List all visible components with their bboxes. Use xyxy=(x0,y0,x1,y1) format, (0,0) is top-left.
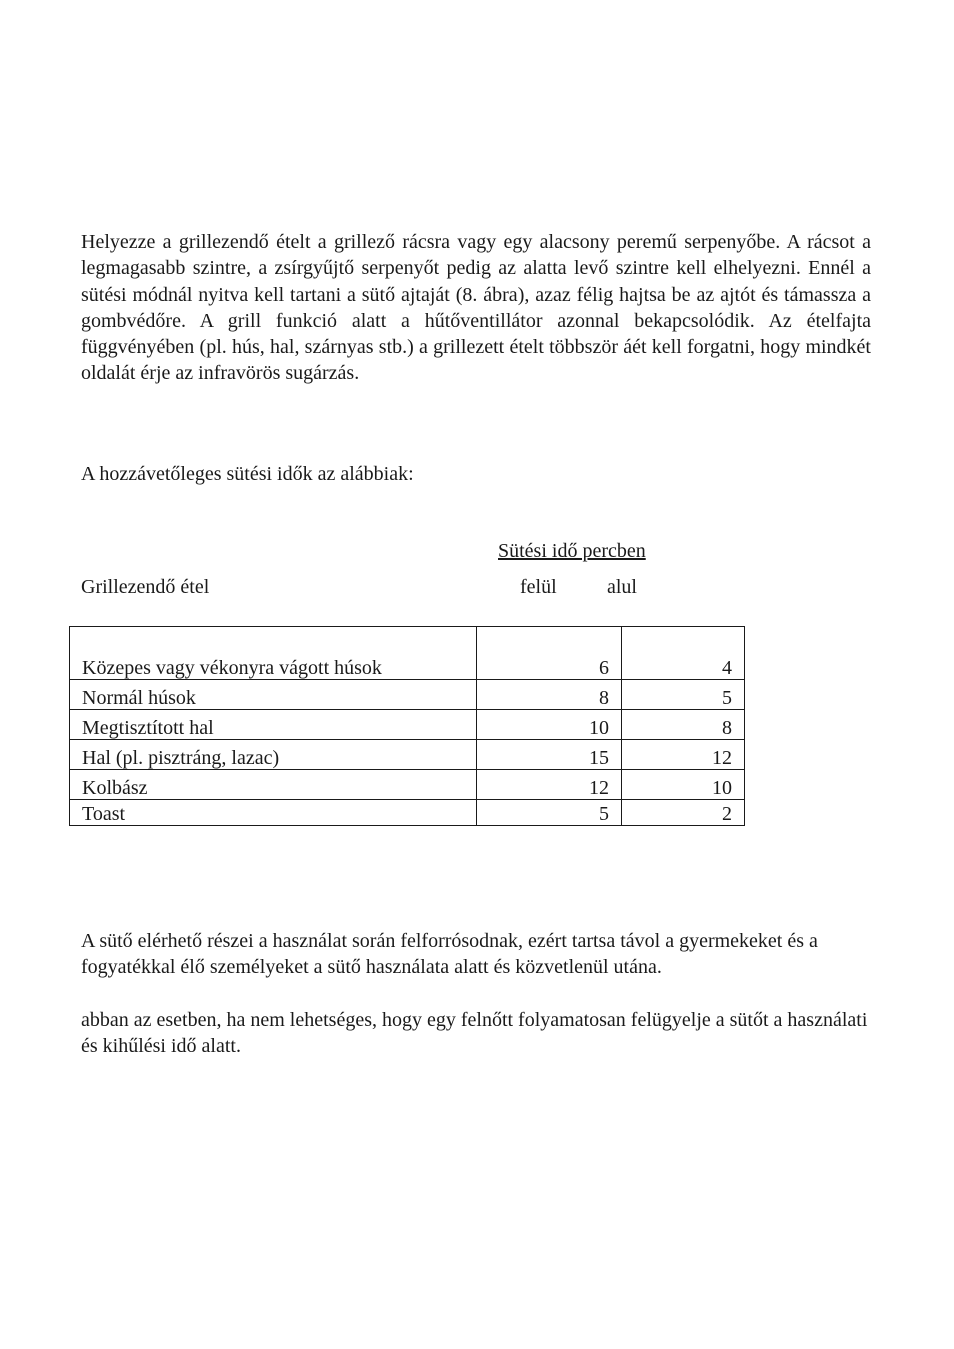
bottom-time-cell: 8 xyxy=(622,710,745,740)
table-row xyxy=(70,680,745,710)
time-column-header: Sütési idő percben xyxy=(498,540,646,562)
intro-paragraph: Helyezze a grillezendő ételt a grillező rácsra vagy egy alacsony peremű serpenyőbe. A rácsot a legmagasabb szintre, a zsírgyűjtő serpenyőt pedig az alatta levő szintre kell elhelyezni. Ennél a sütési módnál nyitva kell tartani a sütő ajtaját (8. ábra), azaz félig hajtsa be az ajtót és támassza a gombvédőre. A grill funkció alatt a hűtőventillátor azonnal bekapcsolódik. Az ételfajta függvényében (pl. hús, hal, szárnyas stb.) a grillezett ételt többször áét kell forgatni, hogy mindkét oldalát érje az infravörös sugárzás. xyxy=(81,231,871,385)
top-time-cell: 12 xyxy=(477,770,622,800)
food-cell: Normál húsok xyxy=(70,680,477,710)
table-row xyxy=(70,770,745,800)
top-time-cell: 10 xyxy=(477,710,622,740)
top-heat-header: felül xyxy=(520,576,557,598)
bottom-time-cell: 2 xyxy=(622,800,745,826)
safety-warning-paragraph: A sütő elérhető részei a használat során felforrósodnak, ezért tartsa távol a gyermekeket és a fogyatékkal élő személyeket a sütő használata alatt és közvetlenül utána. xyxy=(81,930,818,979)
top-time-cell: 6 xyxy=(477,627,622,680)
food-cell: Kolbász xyxy=(70,770,477,800)
food-cell: Toast xyxy=(70,800,477,826)
table-row xyxy=(70,740,745,770)
bottom-time-cell: 12 xyxy=(622,740,745,770)
food-cell: Közepes vagy vékonyra vágott húsok xyxy=(70,627,477,680)
food-cell: Hal (pl. pisztráng, lazac) xyxy=(70,740,477,770)
bottom-heat-header: alul xyxy=(607,576,637,598)
food-cell: Megtisztított hal xyxy=(70,710,477,740)
table-row xyxy=(70,800,745,826)
times-intro-text: A hozzávetőleges sütési idők az alábbiak: xyxy=(81,463,414,485)
top-time-cell: 5 xyxy=(477,800,622,826)
bottom-time-cell: 4 xyxy=(622,627,745,680)
top-time-cell: 8 xyxy=(477,680,622,710)
table-row xyxy=(70,627,745,680)
supervision-paragraph: abban az esetben, ha nem lehetséges, hogy egy felnőtt folyamatosan felügyelje a sütőt a használati és kihűlési idő alatt. xyxy=(81,1009,868,1058)
bottom-time-cell: 5 xyxy=(622,680,745,710)
top-time-cell: 15 xyxy=(477,740,622,770)
grilling-times-table xyxy=(69,626,745,826)
table-row xyxy=(70,710,745,740)
food-column-header: Grillezendő étel xyxy=(81,576,210,598)
bottom-time-cell: 10 xyxy=(622,770,745,800)
